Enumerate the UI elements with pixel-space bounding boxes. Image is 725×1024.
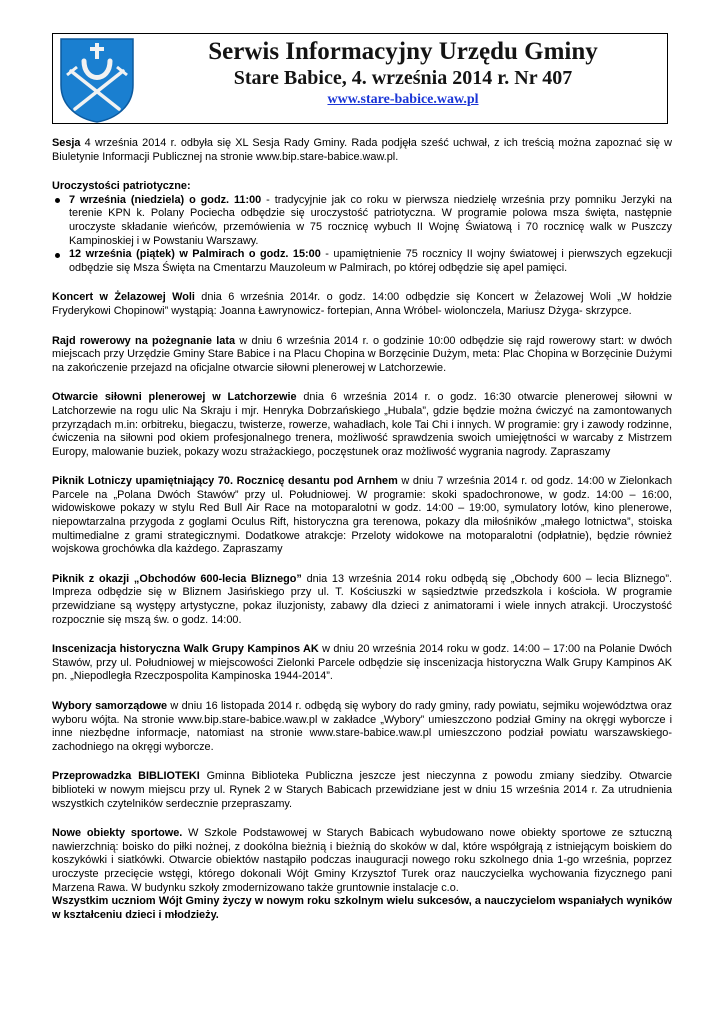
section-koncert: Koncert w Żelazowej Woli dnia 6 września 2014r. o godz. 14:00 odbędzie się Koncert w Żelazowej Woli „W hołdzie Fryderykowi Chopinowi” wystąpią: Joanna Ławrynowicz- fortepian, Anna Wróbel- wiolonczela, Mariusz Dżyga- skrzypce. bbox=[52, 291, 672, 317]
section-obiekty: Nowe obiekty sportowe. W Szkole Podstawowej w Starych Babicach wybudowano nowe obiekty sportowe ze sztuczną nawierzchnią: boisko do piłki nożnej, z dookólna bieżnią i bieżnią do skoków w dal, które współgrają z istniejącym boiskiem do koszykówki i siatkówki. Otwarcie obiektów nastąpiło podczas inauguracji nowego roku szkolnego dnia 1-go września, poprzez uroczyste przecięcie wstęgi, którego dokonali Wójt Gminy Krzysztof Turek oraz nauczycielka wychowania fizycznego pani Marzena Rawa. W budynku szkoły zmodernizowano także gruntownie instalacje c.o. bbox=[52, 827, 672, 894]
closing-wishes: Wszystkim uczniom Wójt Gminy życzy w nowym roku szkolnym wielu sukcesów, a nauczycielom wspaniałych wyników w kształceniu dzieci i młodzieży. bbox=[52, 895, 672, 921]
list-item: 12 września (piątek) w Palmirach o godz. 15:00 - upamiętnienie 75 rocznicy II wojny światowej i pierwszych egzekucji odbędzie się Msza Święta na Cmentarzu Mauzoleum w Palmirach, po której odbędzie się apel pamięci. bbox=[52, 248, 672, 275]
section-inscenizacja: Inscenizacja historyczna Walk Grupy Kampinos AK w dniu 20 września 2014 roku w godz. 14:00 – 17:00 na Polanie Dwóch Stawów, przy ul. Południowej w miejscowości Zielonki Parcele odbędzie się inscenizacja historyczna Walk Grupy Kampinos AK pn. „Niepodległa Rzeczpospolita Kampinoska 1944-2014”. bbox=[52, 643, 672, 683]
section-biblioteka: Przeprowadzka BIBLIOTEKI Gminna Biblioteka Publiczna jeszcze jest nieczynna z powodu zmiany siedziby. Otwarcie biblioteki w nowym miejscu przy ul. Rynek 2 w Starych Babicach przewidziane jest w dniu 15 września 2014 r. Za utrudnienia wszystkich czytelników serdecznie przepraszamy. bbox=[52, 770, 672, 810]
section-piknik-lotniczy: Piknik Lotniczy upamiętniający 70. Rocznicę desantu pod Arnhem w dniu 7 września 2014 r. od godz. 14:00 w Zielonkach Parcele na „Polana Dwóch Stawów” przy ul. Południowej. W programie: skoki spadochronowe, w godz. 14:00 – 16:00, widowiskowe pokazy w stylu Red Bull Air Race na motoparalotni w godz. 14:00 – 19:00, symulatory lotów, kino plenerowe, niepowtarzalna przygoda z goglami Oculus Rift, historyczna gra terenowa, pokazy dla miłośników „małego lotnictwa”, stoiska multimedialne z grami strategicznymi. Dodatkowe atrakcje: Przeloty widokowe na motoparalotni (odpłatnie), będzie również wojskowa grochówka dla każdego. Zapraszamy bbox=[52, 475, 672, 556]
section-wybory: Wybory samorządowe w dniu 16 listopada 2014 r. odbędą się wybory do rady gminy, rady powiatu, sejmiku województwa oraz wyboru wójta. Na stronie www.bip.stare-babice.waw.pl w zakładce „Wybory” umieszczono podział Gminy na okręgi wyborcze i inne niezbędne informacje, natomiast na stronie www.stare-babice.waw.pl umieszczono podział powiatu warszawskiego-zachodniego na okręgi wyborcze. bbox=[52, 700, 672, 753]
newsletter-body bbox=[52, 137, 672, 922]
website-link[interactable]: www.stare-babice.waw.pl bbox=[327, 92, 479, 107]
uroczystosci-list bbox=[52, 194, 672, 276]
section-silownia: Otwarcie siłowni plenerowej w Latchorzewie dnia 6 września 2014 r. o godz. 16:30 otwarcie plenerowej siłowni w Latchorzewie na rogu ulic Na Skraju i mjr. Henryka Dobrzańskiego „Hubala”, gdzie będzie można ćwiczyć na zamontowanych przyrządach m.in: orbitreku, biegaczu, twisterze, rowerze, wahadłach, kole Tai Chi i innych. W programie: gry i zawody rodzinne, ćwiczenia na siłowni pod okiem profesjonalnego trenera, możliwość sprawdzenia swoich umiejętności w warcaby z Mistrzem Europy, malowanie buziek, pokazy wozu strażackiego, poczęstunek oraz możliwość wygrania nagrody. Zapraszamy bbox=[52, 391, 672, 458]
section-uroczystosci-title: Uroczystości patriotyczne: bbox=[52, 180, 191, 193]
issue-date-number: Stare Babice, 4. września 2014 r. Nr 407 bbox=[233, 67, 573, 89]
section-text: 4 września 2014 r. odbyła się XL Sesja Rady Gminy. Rada podjęła sześć uchwał, z ich treścią można zapoznać się w Biuletynie Informacji Publicznej na stronie www.bip.stare-babice.waw.pl. bbox=[52, 137, 672, 163]
section-sesja bbox=[52, 137, 672, 164]
section-title: Sesja bbox=[52, 137, 81, 149]
newsletter-title: Serwis Informacyjny Urzędu Gminy bbox=[208, 38, 598, 65]
section-piknik-bliznego: Piknik z okazji „Obchodów 600-lecia Bliznego” dnia 13 września 2014 roku odbędą się „Obchody 600 – lecia Bliznego”. Impreza odbędzie się w Bliznem Jasińskiego przy ul. T. Kościuszki w sąsiedztwie przedszkola i kościoła. W programie przewidziane są występy artystyczne, pokaz iluzjonisty, zabawy dla dzieci z animatorami i wiele innych atrakcji. Uroczystość rozpocznie się mszą św. o godz. 14:00. bbox=[52, 572, 673, 626]
coat-of-arms-icon bbox=[57, 37, 137, 123]
header-titles bbox=[143, 38, 663, 109]
newsletter-header bbox=[52, 33, 668, 124]
list-item: 7 września (niedziela) o godz. 11:00 - tradycyjnie jak co roku w pierwsza niedzielę września przy pomniku Jerzyki na terenie KPN k. Polany Pociecha odbędzie się uroczystość patriotyczna. W programie polowa msza święta, następnie uroczyste składanie wieńców, przemówienia w 75 rocznicę wybuch II Wojnę Światową i 70 rocznicę walk w Puszczy Kampinoskiej i w Powstaniu Warszawy. bbox=[52, 194, 672, 248]
section-rajd: Rajd rowerowy na pożegnanie lata w dniu 6 września 2014 r. o godzinie 10:00 odbędzie się rajd rowerowy start: w dwóch miejscach przy Urzędzie Gminy Stare Babice i na Placu Chopina w Borzęcinie Dużym, meta: Plac Chopina w Borzęcinie Dużymi na zakończenie przejazd na oficjalne otwarcie siłowni plenerowej w Latchorzewie. bbox=[52, 334, 673, 374]
